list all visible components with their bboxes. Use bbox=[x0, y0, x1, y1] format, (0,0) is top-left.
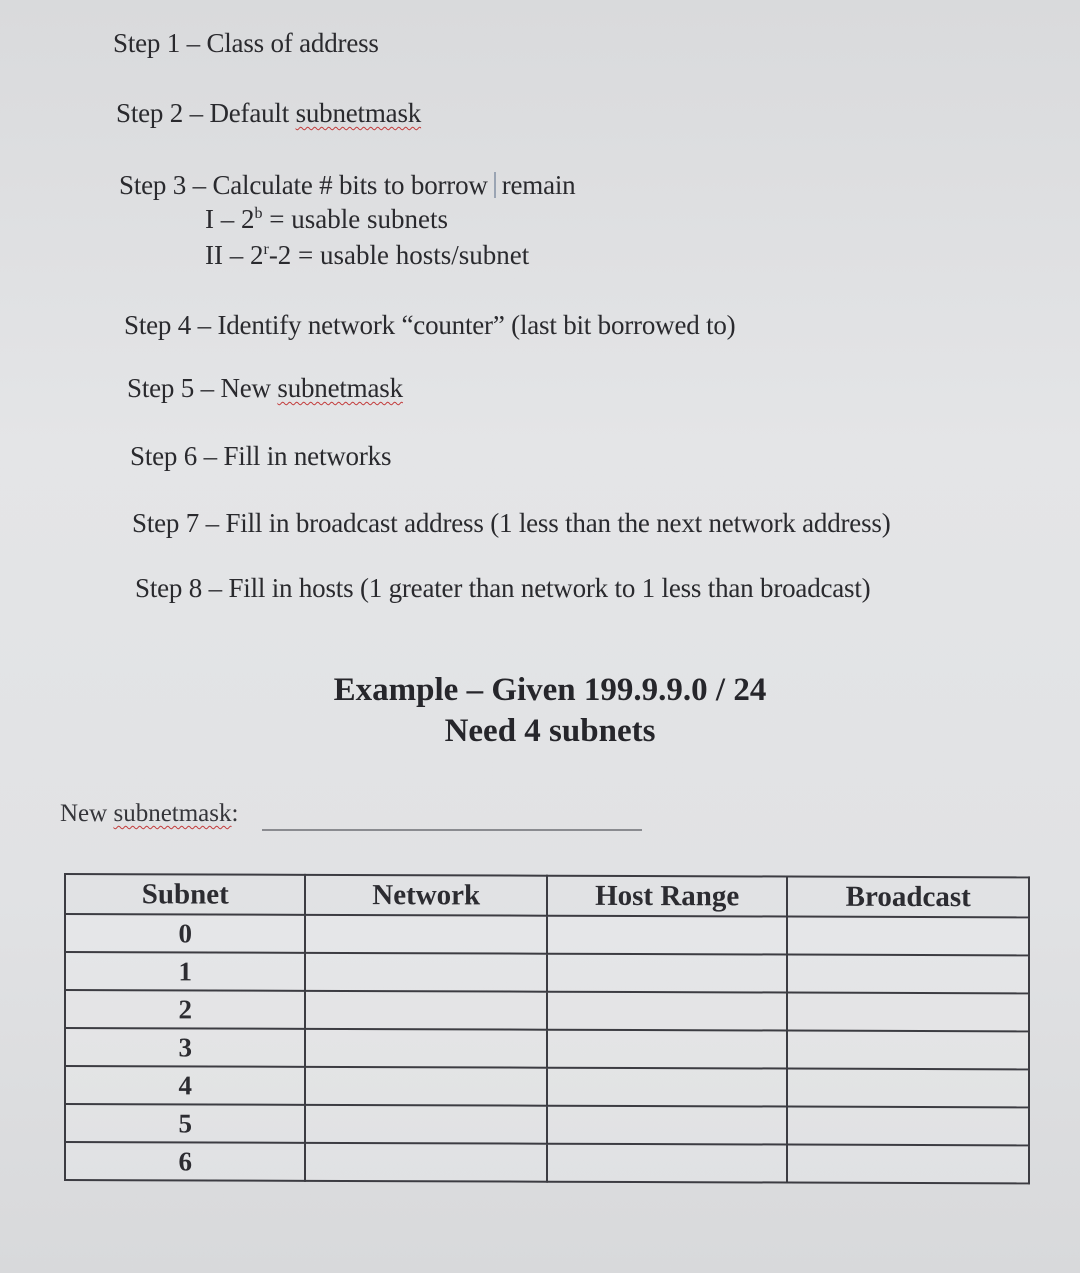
step-6: Step 6 – Fill in networks bbox=[130, 441, 392, 471]
table-row bbox=[65, 914, 1029, 955]
step-8: Step 8 – Fill in hosts (1 greater than network to 1 less than broadcast) bbox=[135, 573, 871, 603]
network-cell[interactable] bbox=[305, 1143, 547, 1182]
broadcast-cell[interactable] bbox=[787, 917, 1029, 956]
network-cell[interactable] bbox=[305, 1029, 547, 1068]
subnet-table bbox=[64, 873, 1030, 1184]
host-range-cell[interactable] bbox=[547, 992, 787, 1031]
subnet-number: 5 bbox=[65, 1104, 305, 1143]
subnet-number: 2 bbox=[65, 990, 305, 1029]
broadcast-cell[interactable] bbox=[787, 1145, 1029, 1184]
step-2: Step 2 – Default subnetmask bbox=[116, 98, 422, 128]
text-cursor bbox=[494, 172, 496, 198]
example-subtitle: Need 4 subnets bbox=[444, 713, 656, 749]
spellcheck-word: subnetmask bbox=[277, 373, 403, 403]
broadcast-cell[interactable] bbox=[787, 993, 1029, 1032]
broadcast-cell[interactable] bbox=[787, 1107, 1029, 1146]
host-range-cell[interactable] bbox=[547, 1144, 787, 1183]
network-cell[interactable] bbox=[305, 1067, 547, 1106]
subnet-number: 0 bbox=[65, 914, 305, 953]
step-4: Step 4 – Identify network “counter” (last bit borrowed to) bbox=[124, 310, 736, 340]
step-5: Step 5 – New subnetmask bbox=[127, 373, 403, 403]
broadcast-cell[interactable] bbox=[787, 1031, 1029, 1070]
table-header-row bbox=[65, 874, 1029, 917]
host-range-cell[interactable] bbox=[547, 1106, 787, 1145]
header-subnet: Subnet bbox=[65, 874, 305, 915]
example-title: Example – Given 199.9.9.0 / 24 bbox=[333, 672, 767, 708]
subnet-number: 3 bbox=[65, 1028, 305, 1067]
table-row bbox=[65, 1028, 1029, 1069]
host-range-cell[interactable] bbox=[547, 1068, 787, 1107]
broadcast-cell[interactable] bbox=[787, 1069, 1029, 1108]
header-network: Network bbox=[305, 875, 547, 916]
table-row bbox=[65, 990, 1029, 1031]
host-range-cell[interactable] bbox=[547, 954, 787, 993]
new-subnetmask-label: New subnetmask: bbox=[60, 800, 239, 827]
header-host-range: Host Range bbox=[547, 876, 787, 917]
step-3: Step 3 – Calculate # bits to borrow remain bbox=[119, 170, 576, 200]
subnetmask-answer-line[interactable] bbox=[262, 829, 642, 831]
subnet-number: 1 bbox=[65, 952, 305, 991]
network-cell[interactable] bbox=[305, 953, 547, 992]
header-broadcast: Broadcast bbox=[787, 877, 1029, 918]
network-cell[interactable] bbox=[305, 1105, 547, 1144]
formula-subnets: I – $2^b$ = usable subnets bbox=[205, 204, 448, 234]
spellcheck-word: subnetmask bbox=[295, 98, 422, 128]
broadcast-cell[interactable] bbox=[787, 955, 1029, 994]
subnet-number: 6 bbox=[65, 1142, 305, 1181]
table-row bbox=[65, 1066, 1029, 1107]
table-row bbox=[65, 1104, 1029, 1145]
network-cell[interactable] bbox=[305, 915, 547, 954]
host-range-cell[interactable] bbox=[547, 916, 787, 955]
formula-hosts: II – $2^r-2$ = usable hosts/subnet bbox=[205, 240, 530, 270]
subnet-number: 4 bbox=[65, 1066, 305, 1105]
table-row bbox=[65, 1142, 1029, 1183]
step-7: Step 7 – Fill in broadcast address (1 less than the next network address) bbox=[132, 508, 891, 538]
network-cell[interactable] bbox=[305, 991, 547, 1030]
host-range-cell[interactable] bbox=[547, 1030, 787, 1069]
step-1: Step 1 – Class of address bbox=[113, 28, 379, 58]
table-row bbox=[65, 952, 1029, 993]
